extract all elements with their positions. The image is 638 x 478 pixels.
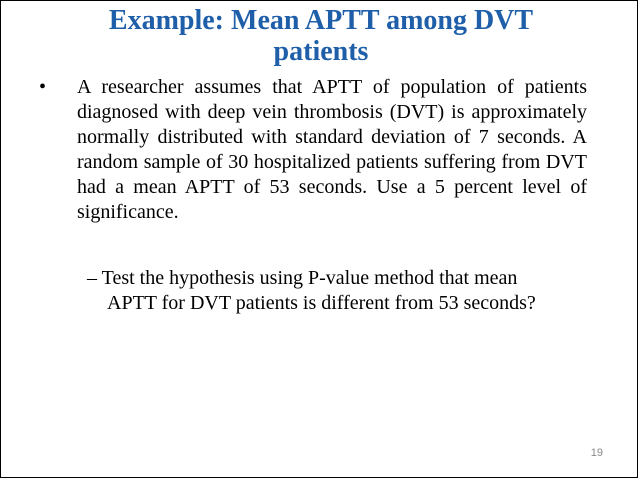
bullet-point bbox=[39, 75, 589, 225]
slide-title bbox=[61, 5, 581, 67]
slide-title-line1: Example: Mean APTT among DVT bbox=[108, 5, 534, 36]
sub-bullet bbox=[87, 266, 567, 316]
sub-bullet-line2: APTT for DVT patients is different from 53 seconds? bbox=[107, 292, 536, 314]
slide-title-line2: patients bbox=[273, 36, 369, 67]
sub-bullet-line1: – Test the hypothesis using P-value method that mean bbox=[87, 267, 518, 289]
bullet-icon: • bbox=[39, 76, 47, 98]
page-number: 19 bbox=[590, 447, 603, 459]
bullet-text: A researcher assumes that APTT of population of patients diagnosed with deep vein thrombosis (DVT) is approximately normally distributed with standard deviation of 7 seconds. A random sample of 30 hospitalized patients suffering from DVT had a mean APTT of 53 seconds. Use a 5 percent level of significance. bbox=[77, 76, 587, 223]
